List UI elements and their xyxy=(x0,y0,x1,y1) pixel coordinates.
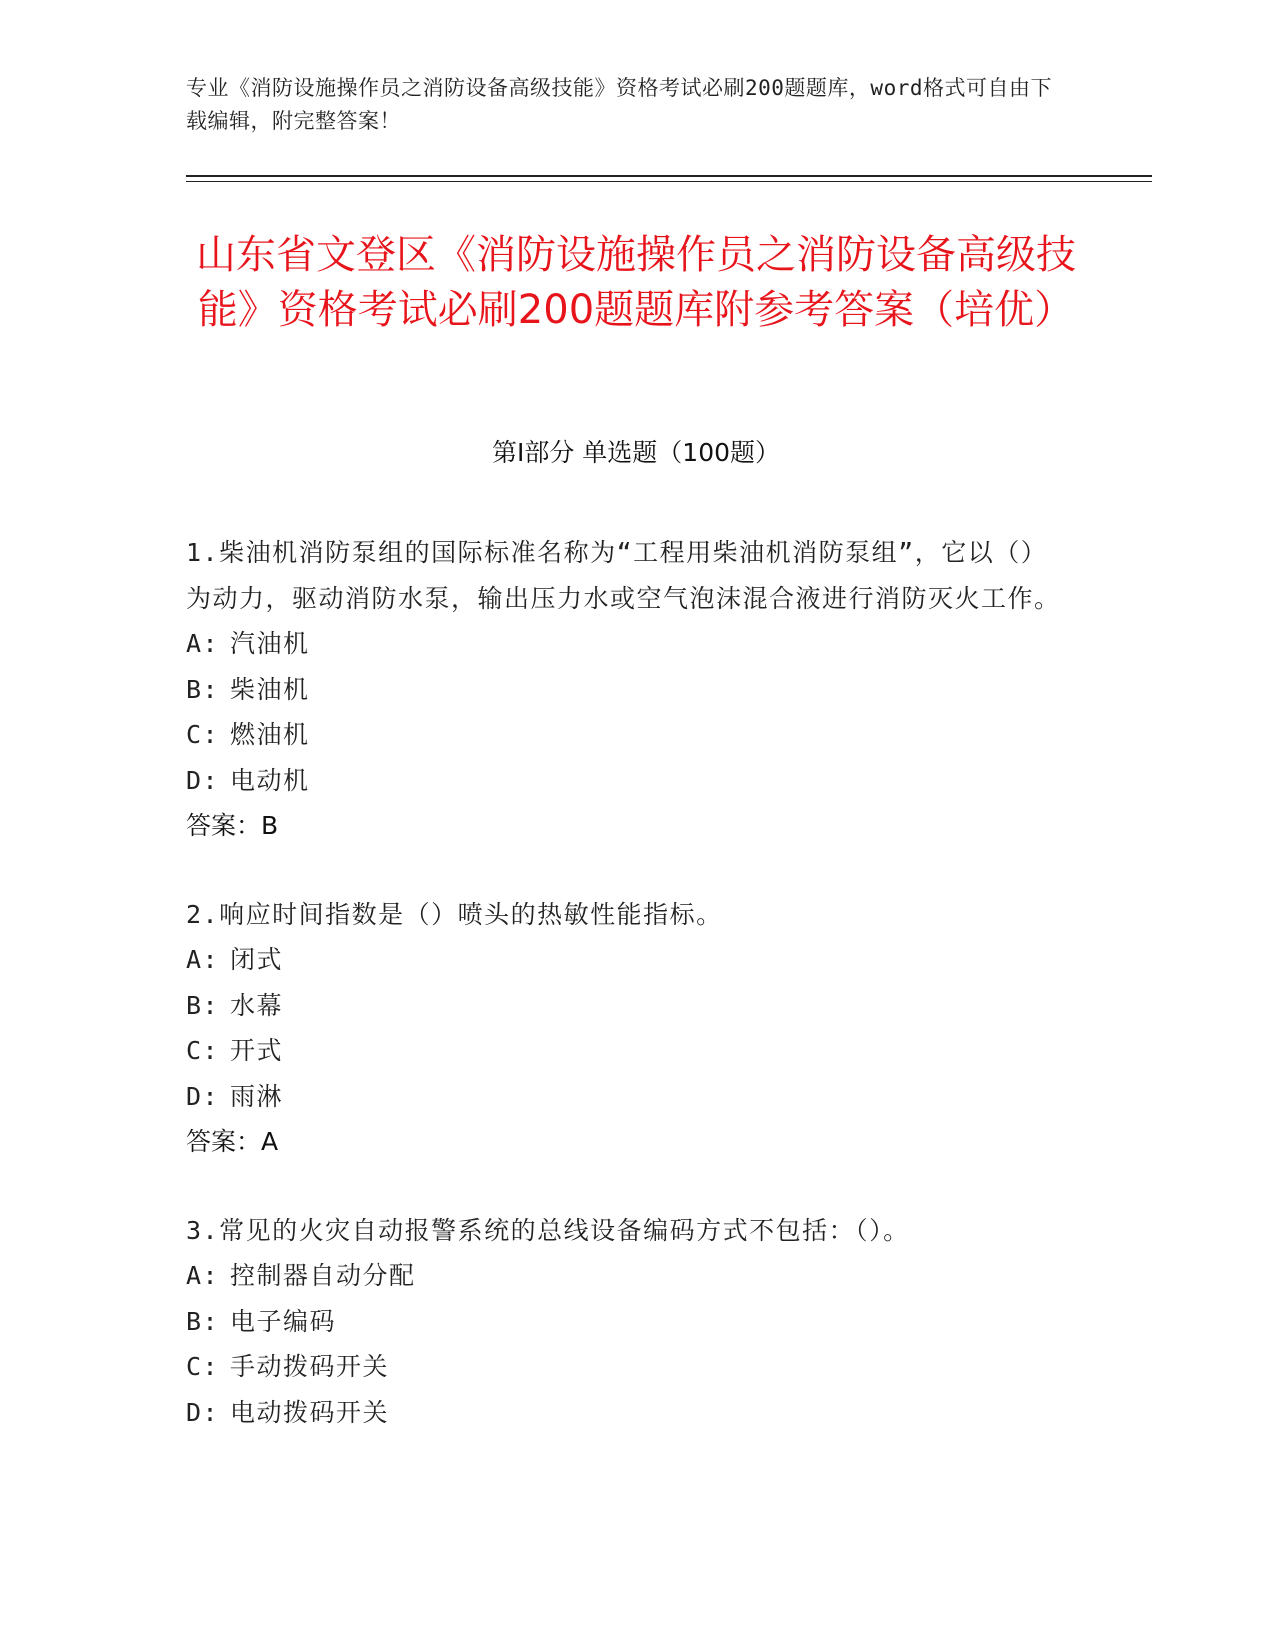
answer-label: 答案：B xyxy=(186,811,279,840)
option-letter: D: xyxy=(186,1397,220,1427)
option-text: 电动拨码开关 xyxy=(230,1397,390,1427)
option-letter: C: xyxy=(186,1036,220,1065)
option-text: 控制器自动分配 xyxy=(230,1261,416,1290)
option-text: 开式 xyxy=(230,1036,284,1065)
option-text: 闭式 xyxy=(230,945,284,974)
option-letter: B: xyxy=(186,990,220,1020)
option-a xyxy=(186,1253,1066,1299)
header-note: 专业《消防设施操作员之消防设备高级技能》资格考试必刷200题题库，word格式可自由下载编辑，附完整答案！ xyxy=(186,76,1052,133)
option-text: 柴油机 xyxy=(230,674,310,704)
option-text: 水幕 xyxy=(230,990,284,1020)
option-text: 燃油机 xyxy=(230,720,310,749)
option-letter: B: xyxy=(186,674,220,704)
option-b xyxy=(186,667,1066,713)
option-a xyxy=(186,621,1066,667)
question-text: 3.常见的火灾自动报警系统的总线设备编码方式不包括：（）。 xyxy=(186,1215,910,1245)
option-c xyxy=(186,712,1066,758)
option-letter: A: xyxy=(186,1261,220,1290)
option-letter: C: xyxy=(186,1352,220,1381)
section-title: 第Ⅰ部分 单选题（100题） xyxy=(491,438,781,467)
option-b xyxy=(186,1299,1066,1345)
option-letter: A: xyxy=(186,945,220,974)
option-d xyxy=(186,758,1066,804)
option-letter: D: xyxy=(186,1081,220,1111)
question-item xyxy=(186,530,1066,849)
option-a xyxy=(186,937,1066,983)
option-c xyxy=(186,1344,1066,1390)
option-text: 汽油机 xyxy=(230,629,310,658)
option-text: 电动机 xyxy=(230,765,310,795)
option-letter: B: xyxy=(186,1306,220,1336)
header-rule-thin xyxy=(186,181,1152,182)
option-letter: C: xyxy=(186,720,220,749)
option-text: 手动拨码开关 xyxy=(230,1352,390,1381)
question-text: 1.柴油机消防泵组的国际标准名称为“工程用柴油机消防泵组”，它以（）为动力，驱动消防水泵，输出压力水或空气泡沫混合液进行消防灭火工作。 xyxy=(186,538,1061,613)
option-text: 雨淋 xyxy=(230,1081,284,1111)
question-list xyxy=(186,530,1066,1478)
question-item xyxy=(186,892,1066,1165)
question-item xyxy=(186,1208,1066,1436)
option-d xyxy=(186,1390,1066,1436)
document-title: 山东省文登区《消防设施操作员之消防设备高级技能》资格考试必刷200题题库附参考答案（培优） xyxy=(196,232,1076,333)
option-letter: D: xyxy=(186,765,220,795)
option-c xyxy=(186,1028,1066,1074)
option-letter: A: xyxy=(186,629,220,658)
option-text: 电子编码 xyxy=(230,1306,337,1336)
option-d xyxy=(186,1074,1066,1120)
answer-label: 答案：A xyxy=(186,1127,279,1156)
header-rule-thick xyxy=(186,175,1152,177)
option-b xyxy=(186,983,1066,1029)
question-text: 2.响应时间指数是（）喷头的热敏性能指标。 xyxy=(186,899,723,929)
